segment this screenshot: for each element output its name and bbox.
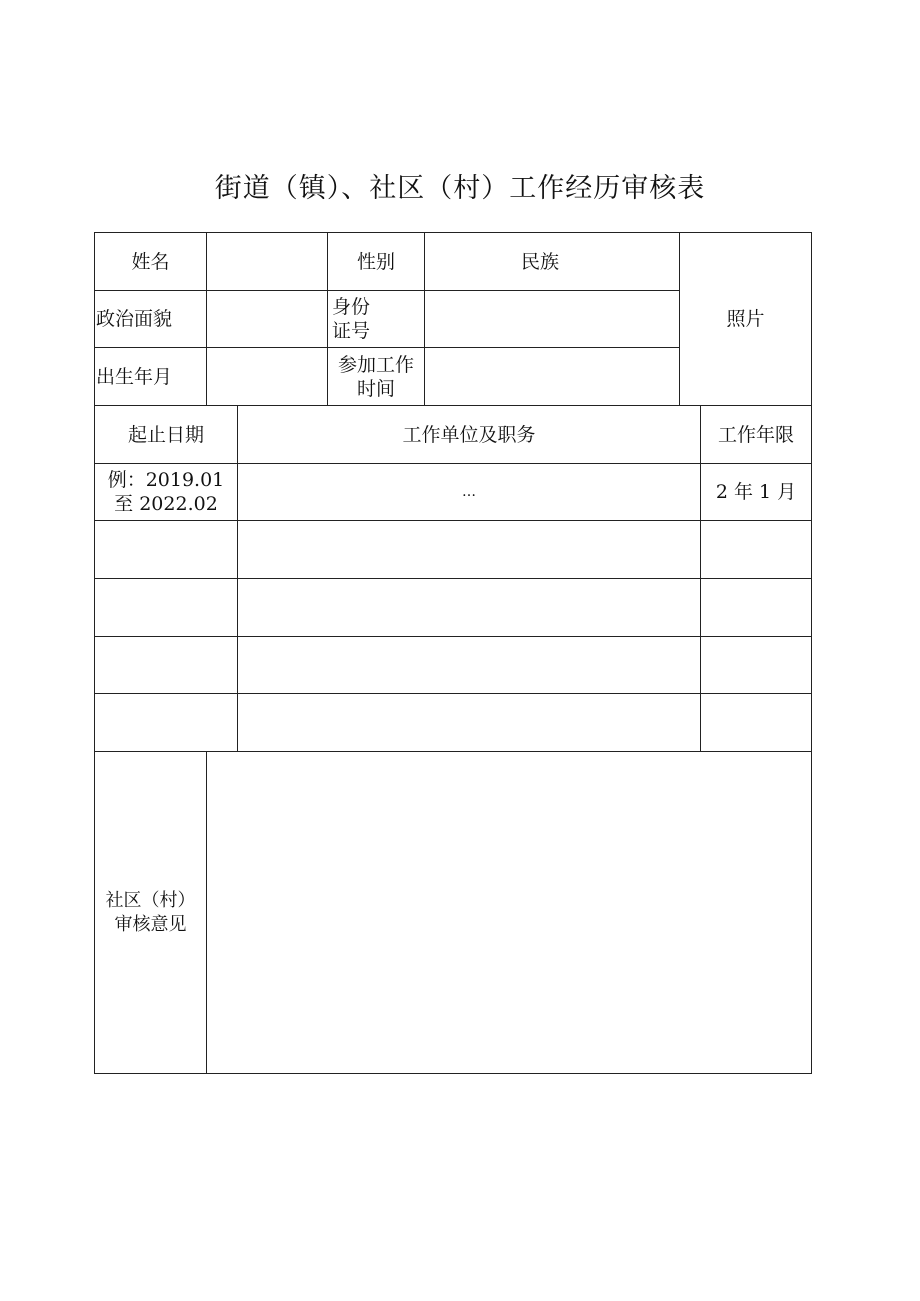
example-dates: 例：2019.01 至 2022.02 bbox=[107, 469, 225, 515]
history-years-field[interactable] bbox=[701, 694, 811, 751]
history-unit-field[interactable] bbox=[238, 637, 700, 693]
dates-header: 起止日期 bbox=[127, 423, 204, 446]
birth-date-field[interactable] bbox=[207, 348, 327, 405]
table-border-right bbox=[811, 232, 812, 1074]
name-label: 姓名 bbox=[131, 250, 170, 273]
history-dates-field[interactable] bbox=[95, 579, 237, 636]
years-header: 工作年限 bbox=[717, 423, 794, 446]
history-unit-field[interactable] bbox=[238, 694, 700, 751]
history-unit-field[interactable] bbox=[238, 521, 700, 578]
unit-header: 工作单位及职务 bbox=[402, 423, 536, 446]
id-number-label: 身份 证号 bbox=[332, 296, 371, 342]
work-start-field[interactable] bbox=[425, 348, 679, 405]
political-status-field[interactable] bbox=[207, 291, 327, 347]
history-years-field[interactable] bbox=[701, 579, 811, 636]
history-years-field[interactable] bbox=[701, 521, 811, 578]
table-border-bottom bbox=[94, 1073, 812, 1074]
work-start-label: 参加工作 时间 bbox=[337, 353, 414, 400]
example-years: 2 年 1 月 bbox=[715, 481, 797, 503]
history-unit-field[interactable] bbox=[238, 579, 700, 636]
id-number-field[interactable] bbox=[425, 291, 679, 347]
form-title: 街道（镇）、社区（村）工作经历审核表 bbox=[214, 173, 706, 204]
history-dates-field[interactable] bbox=[95, 521, 237, 578]
history-dates-field[interactable] bbox=[95, 637, 237, 693]
gender-label: 性别 bbox=[356, 250, 395, 273]
birth-date-label: 出生年月 bbox=[96, 365, 173, 388]
review-label: 社区（村） 审核意见 bbox=[105, 889, 196, 935]
political-status-label: 政治面貌 bbox=[96, 308, 173, 330]
review-opinion-field[interactable] bbox=[207, 752, 811, 1073]
ethnicity-label: 民族 bbox=[520, 250, 559, 273]
photo-placeholder[interactable]: 照片 bbox=[726, 308, 765, 330]
history-dates-field[interactable] bbox=[95, 694, 237, 751]
history-years-field[interactable] bbox=[701, 637, 811, 693]
name-field[interactable] bbox=[207, 233, 327, 290]
example-unit: … bbox=[462, 484, 476, 500]
